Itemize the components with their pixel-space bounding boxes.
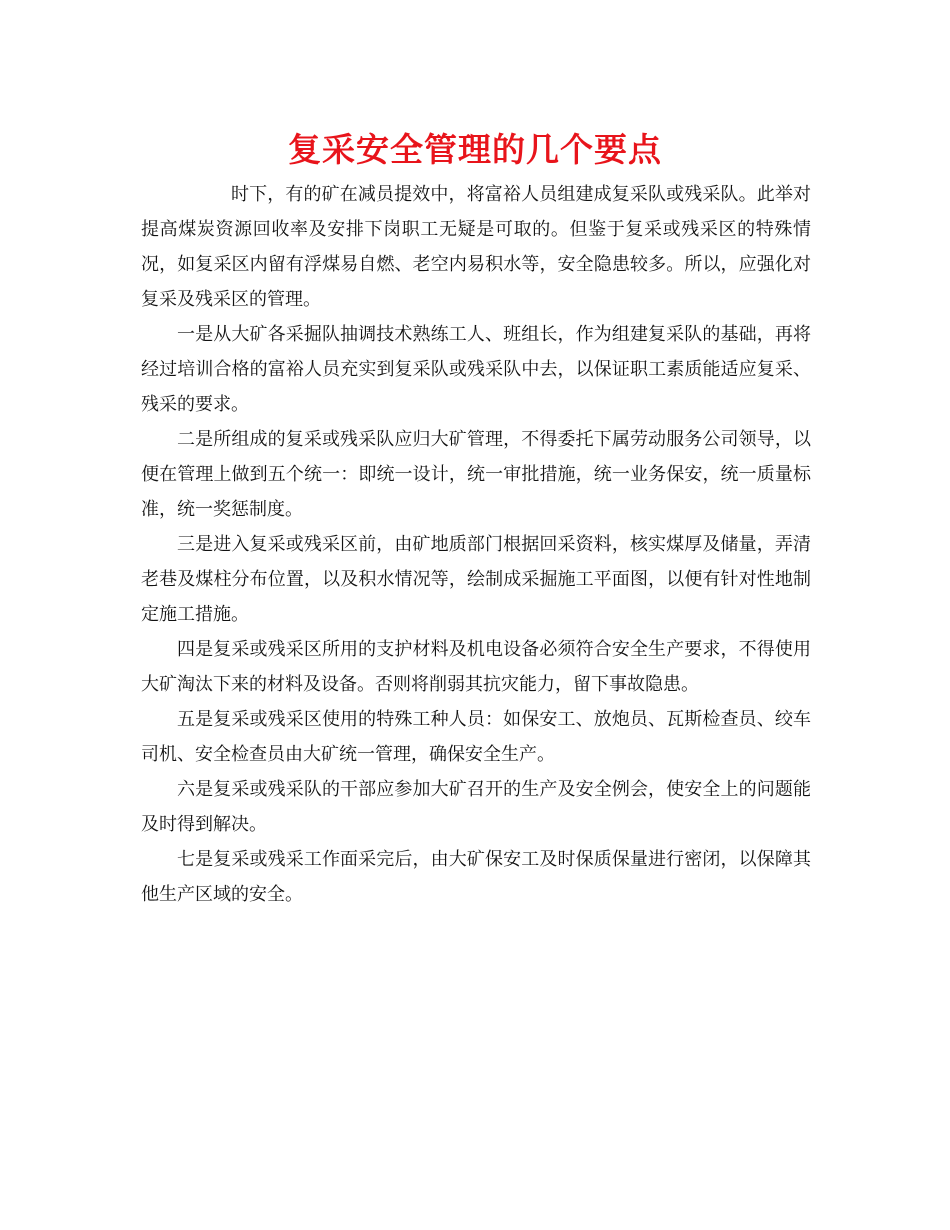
- paragraph-point-2: 二是所组成的复采或残采队应归大矿管理，不得委托下属劳动服务公司领导，以便在管理上做到五个统一：即统一设计，统一审批措施，统一业务保安，统一质量标准，统一奖惩制度。: [141, 429, 811, 520]
- paragraph-point-6: 六是复采或残采队的干部应参加大矿召开的生产及安全例会，使安全上的问题能及时得到解决。: [141, 779, 811, 835]
- paragraph-point-1: 一是从大矿各采掘队抽调技术熟练工人、班组长，作为组建复采队的基础，再将经过培训合格的富裕人员充实到复采队或残采队中去，以保证职工素质能适应复采、残采的要求。: [141, 324, 811, 415]
- paragraph-point-7: 七是复采或残采工作面采完后，由大矿保安工及时保质保量进行密闭，以保障其他生产区域的安全。: [141, 849, 811, 905]
- document-body: [141, 177, 811, 912]
- paragraph-point-5: 五是复采或残采区使用的特殊工种人员：如保安工、放炮员、瓦斯检查员、绞车司机、安全检查员由大矿统一管理，确保安全生产。: [141, 709, 811, 765]
- paragraph-intro: 时下，有的矿在减员提效中，将富裕人员组建成复采队或残采队。此举对提高煤炭资源回收率及安排下岗职工无疑是可取的。但鉴于复采或残采区的特殊情况，如复采区内留有浮煤易自燃、老空内易积水等，安全隐患较多。所以，应强化对复采及残采区的管理。: [141, 184, 811, 310]
- document-title: 复采安全管理的几个要点: [288, 130, 662, 169]
- paragraph-point-3: 三是进入复采或残采区前，由矿地质部门根据回采资料，核实煤厚及储量，弄清老巷及煤柱分布位置，以及积水情况等，绘制成采掘施工平面图，以便有针对性地制定施工措施。: [141, 534, 811, 625]
- paragraph-point-4: 四是复采或残采区所用的支护材料及机电设备必须符合安全生产要求，不得使用大矿淘汰下来的材料及设备。否则将削弱其抗灾能力，留下事故隐患。: [141, 639, 811, 695]
